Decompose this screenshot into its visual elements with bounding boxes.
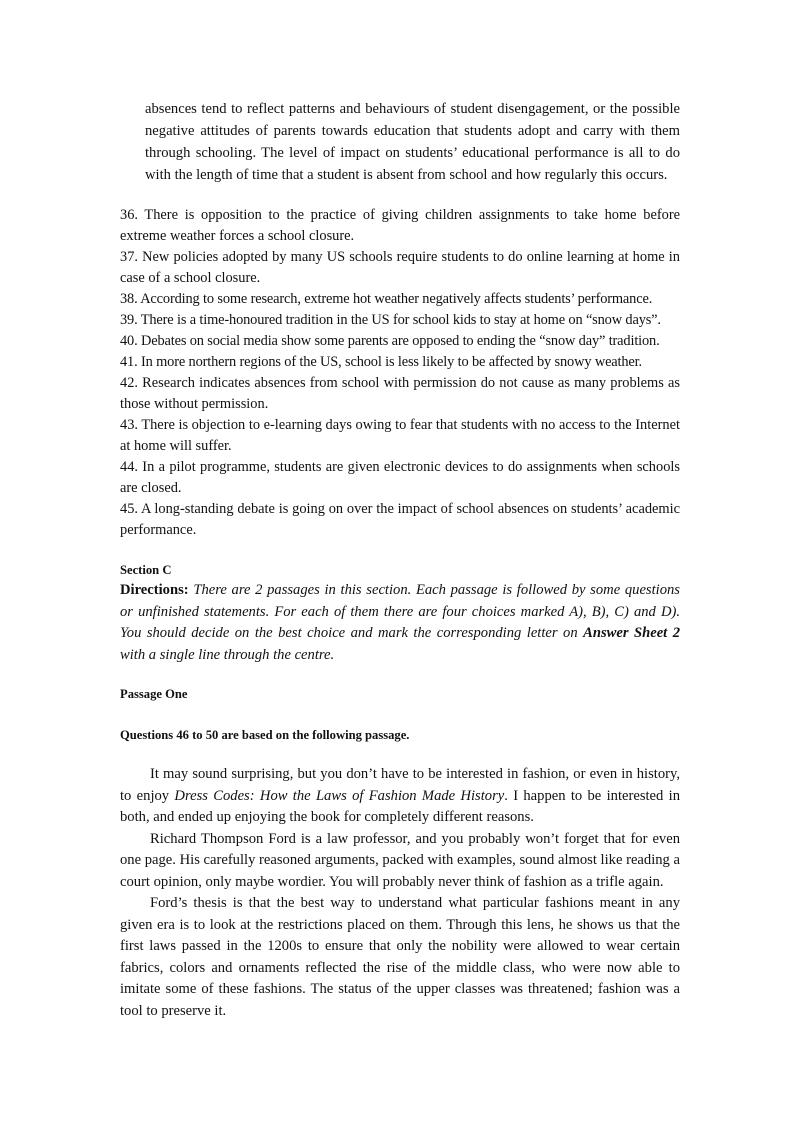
directions-answer-sheet: Answer Sheet 2 [583, 625, 680, 641]
statement-41: 41. In more northern regions of the US, school is less likely to be affected by snowy weather. [120, 354, 642, 370]
passage-one-title: Passage One [120, 687, 188, 701]
statement-43: 43. There is objection to e-learning days owing to fear that students with no access to the Internet at home will suffer. [120, 417, 681, 454]
p1-text-b: . I happen to be interested in both, and ended up enjoying the book for completely different reasons. [120, 787, 680, 825]
statement-38: 38. According to some research, extreme hot weather negatively affects students’ performance. [120, 291, 653, 307]
statement-42: 42. Research indicates absences from school with permission do not cause as many problems as those without permission. [120, 375, 680, 412]
questions-title: Questions 46 to 50 are based on the following passage. [120, 728, 410, 742]
continuation-paragraph: absences tend to reflect patterns and behaviours of student disengagement, or the possible negative attitudes of parents towards education that students adopt and carry with them through schooling. The level of impact on students’ educational performance is all to do with the length of time that a student is absent from school and how regularly this occurs. [145, 101, 680, 183]
section-c [120, 560, 680, 666]
statements-list [120, 205, 680, 541]
passage-paragraph-3: Ford’s thesis is that the best way to understand what particular fashions meant in any given era is to look at the restrictions placed on them. Through this lens, he shows us that the first laws passed in the 1200s to ensure that only the nobility were allowed to wear certain fabrics, colors and ornaments reflected the rise of the middle class, who were now able to imitate some of these fashions. The status of the upper classes was threatened; fashion was a tool to preserve it. [120, 895, 680, 1019]
directions-text-1: There are 2 passages in this section. Each passage is followed by some questions or unfinished statements. For each of them there are four choices marked A), B), C) and D). You should decide on the best choice and mark the corresponding letter on [120, 582, 680, 641]
section-c-title: Section C [120, 563, 172, 577]
statement-39: 39. There is a time-honoured tradition in the US for school kids to stay at home on “snow days”. [120, 312, 661, 328]
statement-45: 45. A long-standing debate is going on over the impact of school absences on students’ academic performance. [120, 501, 680, 538]
statement-40: 40. Debates on social media show some parents are opposed to ending the “snow day” tradition. [120, 333, 660, 349]
directions-text-2: with a single line through the centre. [120, 646, 335, 663]
statement-36: 36. There is opposition to the practice of giving children assignments to take home before extreme weather forces a school closure. [120, 207, 680, 244]
statement-44: 44. In a pilot programme, students are given electronic devices to do assignments when schools are closed. [120, 459, 680, 496]
passage-paragraph-1 [120, 764, 680, 829]
section-c-directions [120, 580, 680, 666]
book-title: Dress Codes: How the Laws of Fashion Made History [174, 787, 505, 804]
p1-text-a: It may sound surprising, but you don’t have to be interested in fashion, or even in history, to enjoy [120, 766, 680, 804]
passage-one-body [120, 764, 680, 1022]
statement-37: 37. New policies adopted by many US schools require students to do online learning at home in case of a school closure. [120, 249, 680, 286]
continuation-paragraph-block [145, 98, 680, 186]
directions-label: Directions: [120, 582, 189, 598]
passage-paragraph-2: Richard Thompson Ford is a law professor, and you probably won’t forget that for even one page. His carefully reasoned arguments, packed with examples, sound almost like reading a court opinion, only maybe wordier. You will probably never think of fashion as a trifle again. [120, 830, 680, 890]
